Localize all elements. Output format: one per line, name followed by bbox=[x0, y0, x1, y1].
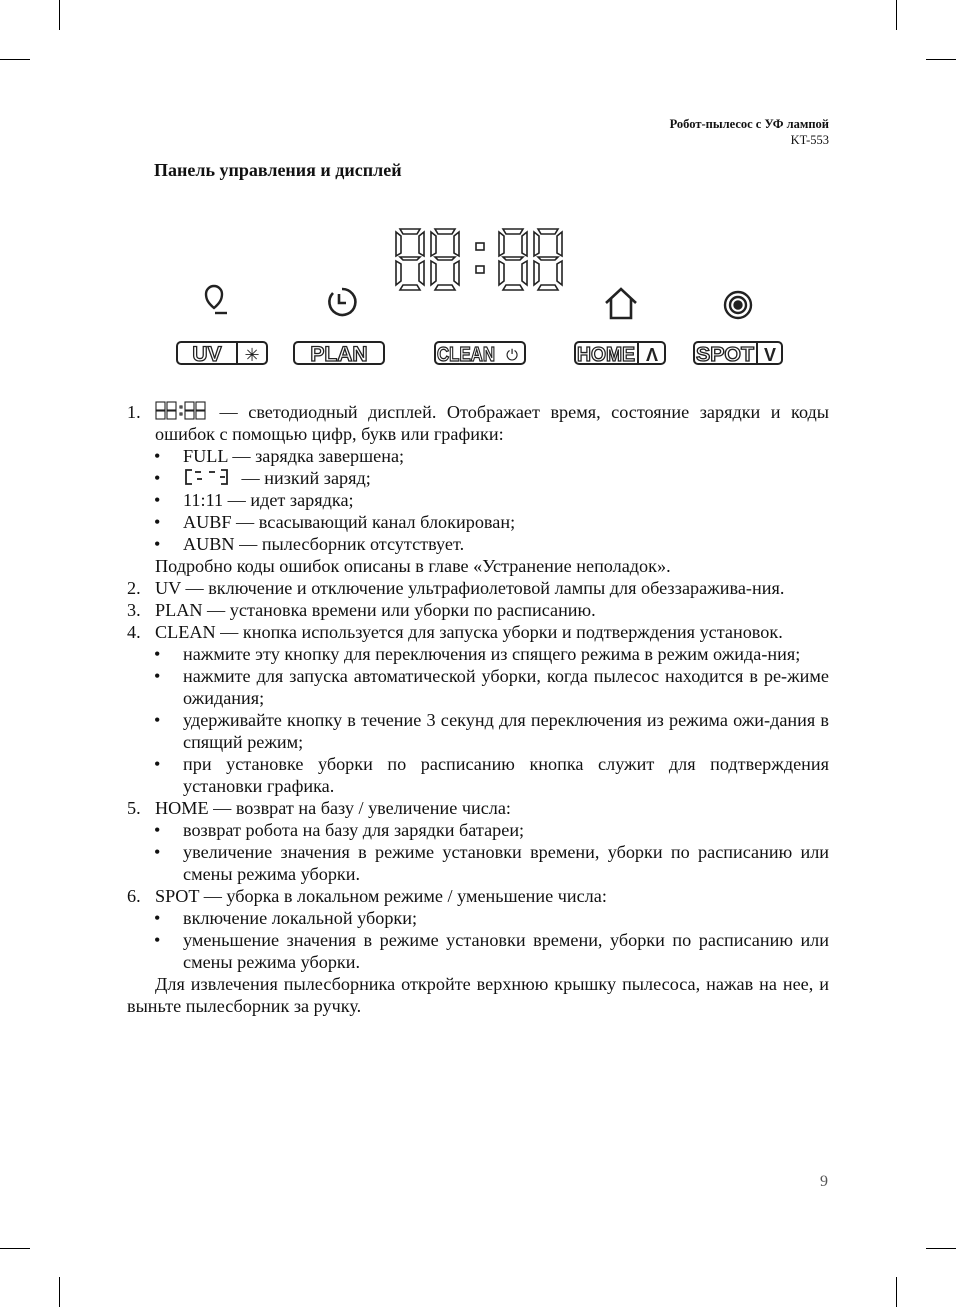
bullet-item: • при установке уборки по расписанию кнопка служит для подтверждения установки графика. bbox=[154, 754, 829, 796]
header-model: KT-553 bbox=[790, 133, 829, 147]
bullet-text: AUBN — пылесборник отсутствует. bbox=[183, 534, 465, 554]
seven-segment-display bbox=[396, 229, 562, 290]
bullet-text: FULL — зарядка завершена; bbox=[183, 446, 405, 466]
bullet-text: при установке уборки по расписанию кнопка служит для подтверждения установки графика. bbox=[183, 754, 829, 796]
power-icon: ⏻ bbox=[506, 346, 518, 364]
bullet-item: • включение локальной уборки; bbox=[154, 908, 418, 928]
bullet-item: • AUBN — пылесборник отсутствует. bbox=[154, 534, 465, 554]
item-text: CLEAN — кнопка используется для запуска уборки и подтверждения установок. bbox=[155, 622, 783, 642]
crop-mark bbox=[896, 1277, 897, 1307]
display-digit bbox=[499, 229, 527, 290]
clean-button[interactable] bbox=[435, 342, 525, 366]
bullet-item: • возврат робота на базу для зарядки батареи; bbox=[154, 820, 525, 840]
crop-mark bbox=[926, 1248, 956, 1249]
display-colon-dot bbox=[476, 266, 484, 273]
bullet-text: AUBF — всасывающий канал блокирован; bbox=[183, 512, 516, 532]
list-item bbox=[127, 577, 829, 599]
target-icon bbox=[725, 292, 751, 318]
item-number: 3. bbox=[127, 600, 141, 620]
note-text: Подробно коды ошибок описаны в главе «Устранение неполадок». bbox=[155, 556, 671, 576]
list-item bbox=[127, 797, 829, 819]
up-arrow-icon: Λ bbox=[645, 345, 659, 365]
uv-sun-icon: ✳ bbox=[244, 345, 260, 366]
home-button-label: HOME bbox=[577, 344, 635, 366]
header-title: Робот-пылесос с УФ лампой bbox=[669, 117, 829, 131]
bullet-text: возврат робота на базу для зарядки батареи; bbox=[183, 820, 525, 840]
display-digit bbox=[534, 229, 562, 290]
clock-icon bbox=[329, 289, 355, 315]
home-button[interactable] bbox=[575, 342, 665, 366]
bullet-text: — низкий заряд; bbox=[241, 468, 371, 488]
spot-button[interactable] bbox=[694, 342, 782, 366]
display-digits-icon bbox=[155, 401, 209, 421]
crop-mark bbox=[59, 1277, 60, 1307]
bullet-item: • FULL — зарядка завершена; bbox=[154, 446, 405, 466]
instructions-list bbox=[127, 401, 829, 1017]
bullet-text: увеличение значения в режиме установки времени, уборки по расписанию или смены режима уборки. bbox=[183, 842, 829, 884]
display-digit bbox=[431, 229, 459, 290]
page-number: 9 bbox=[820, 1173, 828, 1190]
plan-button-label: PLAN bbox=[310, 343, 368, 366]
section-title: Панель управления и дисплей bbox=[154, 160, 402, 180]
bullet-item: • увеличение значения в режиме установки времени, уборки по расписанию или смены режима уборки. bbox=[154, 842, 829, 884]
bullet-text: включение локальной уборки; bbox=[183, 908, 418, 928]
bullet-text: 11:11 — идет зарядка; bbox=[183, 490, 354, 510]
bullet-item: • AUBF — всасывающий канал блокирован; bbox=[154, 512, 516, 532]
clean-button-label: CLEAN bbox=[437, 344, 495, 366]
uv-button-label: UV bbox=[192, 343, 222, 366]
closing-paragraph: Для извлечения пылесборника откройте верхнюю крышку пылесоса, нажав на нее, и выньте пылесборник за ручку. bbox=[127, 974, 829, 1016]
plan-button[interactable] bbox=[294, 342, 384, 366]
item-number: 5. bbox=[127, 798, 141, 818]
spot-button-label: SPOT bbox=[696, 344, 754, 366]
home-icon bbox=[606, 289, 636, 318]
bullet-text: уменьшение значения в режиме установки времени, уборки по расписанию или смены режима уборки. bbox=[183, 930, 829, 972]
item-text: PLAN — установка времени или уборки по расписанию. bbox=[155, 600, 596, 620]
low-battery-icon bbox=[183, 467, 237, 487]
display-digit bbox=[396, 229, 424, 290]
crop-mark bbox=[0, 1248, 30, 1249]
bullet-item: • нажмите для запуска автоматической уборки, когда пылесос находится в ре-жиме ожидания; bbox=[154, 666, 829, 708]
item-text: HOME — возврат на базу / увеличение числа: bbox=[155, 798, 511, 818]
display-colon-dot bbox=[476, 243, 484, 250]
bullet-item: • уменьшение значения в режиме установки времени, уборки по расписанию или смены режима уборки. bbox=[154, 930, 829, 972]
bullet-item: • нажмите эту кнопку для переключения из спящего режима в режим ожида-ния; bbox=[154, 644, 801, 664]
list-item bbox=[127, 621, 829, 643]
control-panel-diagram bbox=[0, 0, 956, 380]
list-item bbox=[127, 599, 829, 621]
item-number: 1. bbox=[127, 402, 141, 422]
bullet-item: • 11:11 — идет зарядка; bbox=[154, 490, 354, 510]
bullet-item: • — низкий заряд; bbox=[154, 468, 371, 488]
bullet-text: удерживайте кнопку в течение 3 секунд для переключения из режима ожи-дания в спящий режим; bbox=[183, 710, 829, 752]
bulb-icon bbox=[206, 286, 227, 313]
bullet-text: нажмите для запуска автоматической уборки, когда пылесос находится в ре-жиме ожидания; bbox=[183, 666, 829, 708]
item-number: 2. bbox=[127, 578, 141, 598]
item-text: UV — включение и отключение ультрафиолетовой лампы для обеззаражива-ния. bbox=[155, 578, 785, 598]
item-text: — светодиодный дисплей. Отображает время, состояние зарядки и коды ошибок с помощью цифр, букв или графики: bbox=[155, 402, 830, 444]
uv-button[interactable] bbox=[177, 342, 267, 366]
down-arrow-icon: V bbox=[763, 345, 777, 365]
bullet-text: нажмите эту кнопку для переключения из спящего режима в режим ожида-ния; bbox=[183, 644, 801, 664]
list-item bbox=[127, 885, 829, 907]
list-item bbox=[127, 401, 829, 445]
item-number: 4. bbox=[127, 622, 141, 642]
item-text: SPOT — уборка в локальном режиме / уменьшение числа: bbox=[155, 886, 607, 906]
bullet-item: • удерживайте кнопку в течение 3 секунд для переключения из режима ожи-дания в спящий режим; bbox=[154, 710, 829, 752]
item-number: 6. bbox=[127, 886, 141, 906]
